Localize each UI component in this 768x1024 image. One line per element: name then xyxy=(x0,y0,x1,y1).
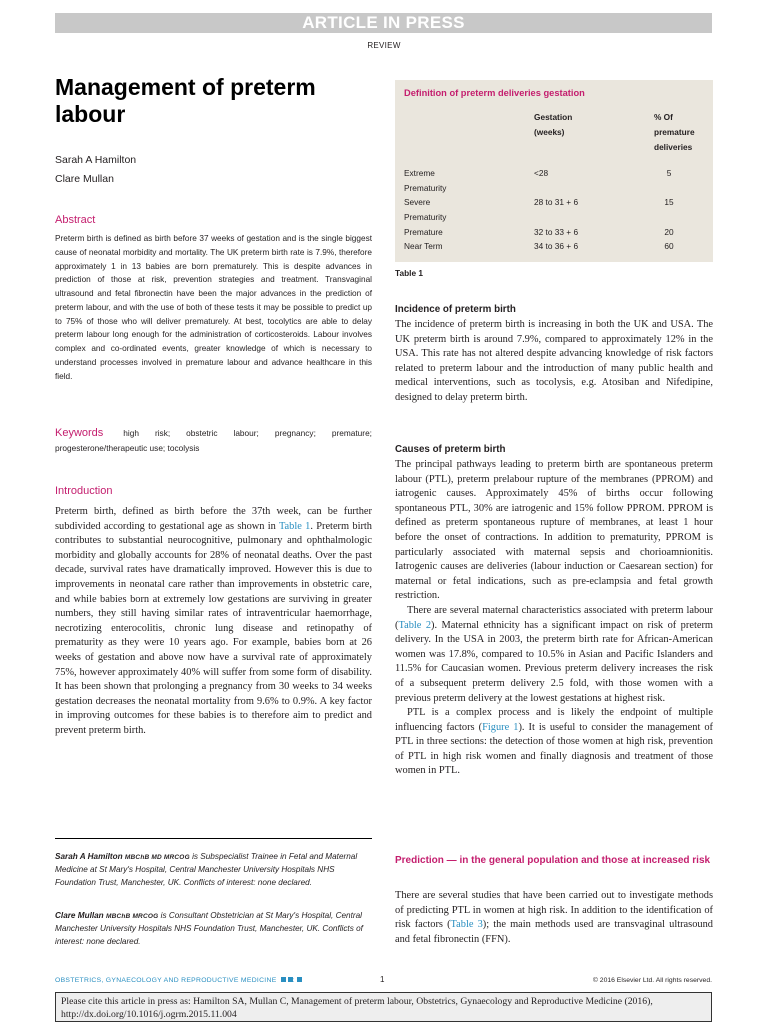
bio-text: is Consultant Obstetrician at St Mary's Hospital, Central Manchester University Hospitals NHS Foundation Trust, Manchester, UK. Conflicts of interest: none declared. xyxy=(55,911,363,946)
column-header-line: premature xyxy=(654,126,695,137)
copyright-notice: © 2016 Elsevier Ltd. All rights reserved. xyxy=(592,977,712,984)
section-label: REVIEW xyxy=(367,41,401,50)
article-in-press-banner: ARTICLE IN PRESS xyxy=(55,13,712,33)
percent-cell: 20 xyxy=(664,227,674,237)
row-label: Premature xyxy=(404,227,443,237)
prediction-heading: Prediction — in the general population and those at increased risk xyxy=(395,855,711,866)
column-header-line: (weeks) xyxy=(534,126,565,137)
author-bio xyxy=(55,851,372,889)
paragraph-part: PTL is a complex process and is likely the endpoint of multiple influencing factors ( xyxy=(395,707,713,733)
introduction-heading: Introduction xyxy=(55,485,113,497)
percent-cell: 15 xyxy=(664,197,674,207)
table-caption: Table 1 xyxy=(395,268,423,278)
square-icon xyxy=(281,977,286,982)
article-title: Management of preterm labour xyxy=(55,74,316,127)
row-label: Prematurity xyxy=(404,182,447,193)
percent-cell: 60 xyxy=(664,241,674,251)
prediction-text xyxy=(395,889,713,947)
incidence-heading: Incidence of preterm birth xyxy=(395,304,516,315)
introduction-text-part: . Preterm birth contributes to substantial neurocognitive, pulmonary and ophthalmologic morbidity and globally accounts for 28% of neonatal deaths. Over the past decade, survival rates have dramatically improved. However this is due to improvements in neonatal care rather than improvements in obstetric care, and while babies born at extremely low gestations are surviving in greater numbers, they still having similar rates of intraventricular haemorrhage, necrotizing enterocolitis, chronic lung disease and retinopathy of prematurity as they were 10 years ago. For example, babies born at 26 weeks of gestation and above now have a survival rate of approximately 75%, however approximately 40% will suffer from some form of disability. It has been shown that prolonging a pregnancy from 30 weeks to 34 weeks gestation decreases the neonatal mortality from 9.6% to 0.9%. A key factor in improving outcomes for these babies is to therefore aim to predict and prevent preterm birth. xyxy=(55,520,372,736)
bio-divider xyxy=(55,838,372,839)
keywords-heading: Keywords xyxy=(55,427,104,439)
bio-degrees: MBChB MRCOG xyxy=(105,913,159,920)
percent-cell: 5 xyxy=(666,168,672,178)
keywords-text: high risk; obstetric labour; pregnancy; premature; progesterone/therapeutic use; tocolysis xyxy=(55,428,372,453)
footer-journal-name: OBSTETRICS, GYNAECOLOGY AND REPRODUCTIVE MEDICINE : xyxy=(55,977,302,984)
definition-table-box xyxy=(395,80,713,262)
column-header-line: Gestation xyxy=(534,112,573,122)
column-header-line: % Of xyxy=(654,112,673,122)
bio-name: Clare Mullan xyxy=(55,911,104,920)
paragraph: The principal pathways leading to preterm birth are spontaneous preterm labour (PTL), preterm prelabour rupture of the membranes (PPROM) and iatrogenic causes. Approximately 45% of births occur following spontaneous PTL, 30% are iatrogenic and 15% follow PPROM. PPROM is defined as preterm spontaneous rupture of membranes, at least 1 hour before the onset of contractions. In addition to prematurity, PPROM is particularly associated with maternal sepsis and chorioamnionitis. Iatrogenic causes are deliveries (labour induction or Caesarean section) for maternal or fetal indications, such as pre-eclampsia and fetal growth restriction. xyxy=(395,459,713,602)
square-icon xyxy=(297,977,302,982)
paragraph xyxy=(395,706,713,779)
gestation-cell: 28 to 31 + 6 xyxy=(534,197,579,207)
paragraph xyxy=(395,604,713,706)
page-number: 1 xyxy=(380,975,385,984)
abstract-text: Preterm birth is defined as birth before 37 weeks of gestation and is the single biggest cause of neonatal morbidity and mortality. The UK preterm birth rate is 7.9%, therefore approximately 1 in 13 babies are born prematurely. This is despite advances in prediction of those at risk, prevention strategies and treatment. Transvaginal ultrasound and fetal fibronectin have been the major advances in the prediction of preterm labour, and with the use of both of these tests it may be possible to predict up to 75% of those who will deliver prematurely. At best, tocolytics are able to delay preterm labour long enough for the administration of corticosteroids. Labour involves complex and co-ordinated events, greater knowledge of which is necessary to understand processes involved in premature labour and advance healthcare in this field. xyxy=(55,234,372,381)
bio-degrees: MBChB MD MRCOG xyxy=(124,854,190,861)
author-list xyxy=(55,151,136,189)
author-name: Clare Mullan xyxy=(55,173,114,185)
gestation-column-header xyxy=(534,110,572,140)
causes-text xyxy=(395,458,713,779)
paragraph xyxy=(395,889,713,947)
table-2-link[interactable]: Table 2 xyxy=(398,619,432,631)
definition-table-title: Definition of preterm deliveries gestation xyxy=(404,88,585,98)
introduction-text xyxy=(55,505,372,739)
row-label: Prematurity xyxy=(404,211,447,222)
row-label: Severe xyxy=(404,197,431,207)
causes-heading: Causes of preterm birth xyxy=(395,444,506,455)
incidence-text xyxy=(395,318,713,406)
paragraph-part: ). It is useful to consider the management of PTL in three sections: the detection of those women at high risk, prevention of PTL in high risk women and finally diagnosis and treatment of those women in PTL. xyxy=(395,721,714,777)
citation-box: Please cite this article in press as: Hamilton SA, Mullan C, Management of preterm labour, Obstetrics, Gynaecology and Reproductive Medicine (2016), http://dx.doi.org/10.1016/j.ogrm.2015.11.004 xyxy=(55,992,712,1022)
bio-name: Sarah A Hamilton xyxy=(55,852,123,861)
abstract-heading: Abstract xyxy=(55,214,96,226)
table-3-link[interactable]: Table 3 xyxy=(450,919,483,931)
gestation-cell: <28 xyxy=(534,168,549,178)
gestation-cell: 32 to 33 + 6 xyxy=(534,227,579,237)
author-bio xyxy=(55,910,372,948)
paragraph: The incidence of preterm birth is increasing in both the UK and USA. The UK preterm birth is around 7.9%, compared to approximately 12% in the USA. This rate has not altered despite advancing knowledge of risk factors related to preterm labour and the introduction of many public health and medical interventions, such as tocolysis, e.g. Atosiban and Nifedipine, designed to delay preterm birth. xyxy=(395,319,713,403)
column-header-line: deliveries xyxy=(654,141,693,152)
author-name: Sarah A Hamilton xyxy=(55,154,137,166)
introduction-text-part: Preterm birth, defined as birth before the 37th week, can be further subdivided according to gestational age as shown in xyxy=(55,506,372,532)
percent-column-header xyxy=(654,110,695,154)
paragraph-part: There are several studies that have been carried out to investigate methods of predicting PTL in women at high risk. In addition to the identification of risk factors ( xyxy=(395,890,713,931)
row-label: Near Term xyxy=(404,241,443,251)
journal-name: OBSTETRICS, GYNAECOLOGY AND REPRODUCTIVE MEDICINE xyxy=(55,977,277,984)
figure-1-link[interactable]: Figure 1 xyxy=(482,721,519,733)
table-1-link[interactable]: Table 1 xyxy=(278,520,311,532)
paragraph-part: ). Maternal ethnicity has a significant impact on risk of preterm delivery. In the USA in 2003, the preterm birth rate for African-American women was 17.8%, compared to 10.5% in Asian and Pacific Islanders and 11.5% for Caucasian women. Previous preterm delivery increases the risk of a subsequent preterm delivery 2.5 fold, with those women with a previous preterm delivery at the lowest gestations at highest risk. xyxy=(395,619,713,704)
row-label: Extreme xyxy=(404,168,435,178)
keywords xyxy=(55,426,372,455)
gestation-cell: 34 to 36 + 6 xyxy=(534,241,579,251)
bio-text: is Subspecialist Trainee in Fetal and Maternal Medicine at St Mary's Hospital, Central Manchester University Hospitals NHS Foundation Trust, Manchester, UK. Conflicts of interest: none declared. xyxy=(55,852,358,887)
paragraph-part: ); the main methods used are transvaginal ultrasound and fetal fibronectin (FFN). xyxy=(395,919,713,945)
paragraph-part: There are several maternal characteristics associated with preterm labour ( xyxy=(395,604,713,631)
